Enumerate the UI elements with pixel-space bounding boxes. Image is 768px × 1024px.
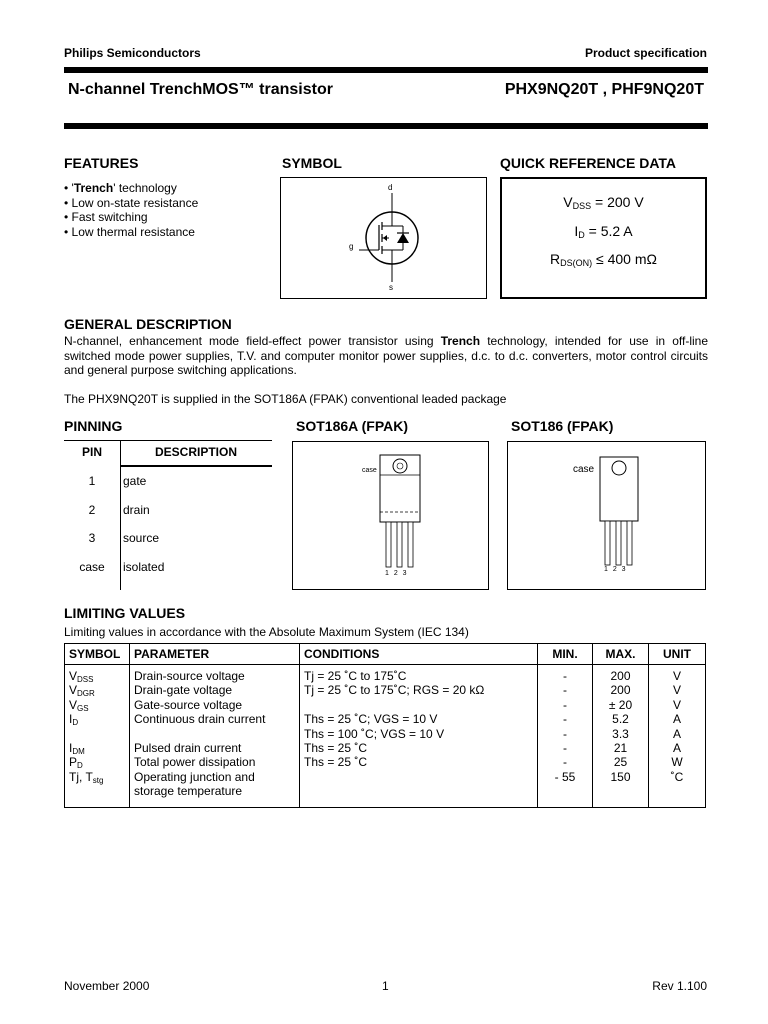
document-title: N-channel TrenchMOS™ transistor — [68, 81, 333, 98]
unit-column: V V V A A A W ˚C — [649, 665, 706, 808]
limiting-values-table — [64, 643, 706, 808]
limiting-values-intro: Limiting values in accordance with the Absolute Maximum System (IEC 134) — [64, 625, 469, 639]
package-statement: The PHX9NQ20T is supplied in the SOT186A (FPAK) conventional leaded package — [64, 392, 507, 406]
footer-date: November 2000 — [64, 979, 150, 993]
pinning-table — [64, 441, 272, 581]
document-type: Product specification — [584, 46, 707, 60]
pin-numbers: 1 2 3 — [385, 570, 407, 577]
symbol-heading: SYMBOL — [282, 155, 342, 171]
revision: Rev 1.100 — [652, 979, 707, 993]
quick-reference-box — [500, 177, 707, 299]
company-name: Philips Semiconductors — [64, 46, 201, 60]
description-column-header: DESCRIPTION — [154, 445, 237, 459]
conditions-column-header: CONDITIONS — [300, 644, 538, 665]
feature-item: • 'Trench' technology — [64, 181, 177, 195]
conditions-column: Tj = 25 ˚C to 175˚C Tj = 25 ˚C to 175˚C; RGS = 20 kΩ Ths = 25 ˚C; VGS = 10 V Ths = 100 ˚C; VGS = 10 V Ths = 25 ˚C Ths = 25 ˚C — [300, 665, 538, 808]
drain-label: d — [388, 183, 393, 192]
header-rule-bottom — [64, 123, 708, 129]
pin-column-header: PIN — [81, 445, 102, 459]
pin-row: case isolated — [79, 559, 165, 574]
feature-item: • Low thermal resistance — [64, 224, 195, 239]
pin-numbers: 1 2 3 — [604, 566, 626, 573]
max-column: 200 200 ± 20 5.2 3.3 21 25 150 — [593, 665, 649, 808]
max-column-header: MAX. — [593, 644, 649, 665]
min-column-header: MIN. — [538, 644, 593, 665]
source-label: s — [389, 283, 393, 292]
page-number: 1 — [382, 979, 389, 993]
limiting-values-body — [65, 665, 706, 808]
features-list — [64, 181, 198, 239]
pin-row: 3 source — [88, 531, 160, 546]
sot186-heading: SOT186 (FPAK) — [511, 418, 614, 434]
header-rule-top — [64, 67, 708, 73]
sot186-package-box — [507, 441, 706, 590]
case-label: case — [362, 467, 377, 474]
gate-label: g — [349, 242, 354, 251]
min-column: - - - - - - - - 55 — [538, 665, 593, 808]
general-description-heading: GENERAL DESCRIPTION — [64, 316, 232, 332]
sot186a-package-icon — [293, 442, 488, 589]
limiting-values-heading: LIMITING VALUES — [64, 605, 186, 621]
pinning-heading: PINNING — [64, 418, 123, 434]
vdss-value: $V_{DSS} = 200$ V — [563, 194, 644, 211]
symbol-box — [280, 177, 487, 299]
unit-column-header: UNIT — [649, 644, 706, 665]
parameter-column: Drain-source voltage Drain-gate voltage Gate-source voltage Continuous drain current Pulsed drain current Total power dissipation Operating junction and storage temperature — [130, 665, 300, 808]
pin-row: 1 gate — [88, 474, 147, 489]
quick-reference-heading: QUICK REFERENCE DATA — [500, 155, 677, 171]
general-description-text: N-channel, enhancement mode field-effect power transistor using Trench technology, intended for use in off-line switched mode power supplies, T.V. and computer monitor power supplies, d.c. to d.c. converters, motor control circuits and general purpose switching applications. — [64, 334, 708, 377]
parameter-column-header: PARAMETER — [130, 644, 300, 665]
features-heading: FEATURES — [64, 155, 139, 171]
symbol-column: $V_{DSS}$ $V_{DGR}$ $V_{GS}$ $I_D$ $I_{DM}$ $P_D$ Tj, $T_{stg}$ — [65, 665, 130, 808]
mosfet-symbol-icon — [281, 178, 486, 298]
symbol-column-header: SYMBOL — [65, 644, 130, 665]
part-numbers: PHX9NQ20T , PHF9NQ20T — [504, 81, 704, 98]
feature-item: • Fast switching — [64, 210, 148, 224]
case-label: case — [573, 464, 595, 475]
pin-row: 2 drain — [88, 502, 150, 517]
feature-item: • Low on-state resistance — [64, 195, 199, 210]
sot186a-heading: SOT186A (FPAK) — [296, 418, 409, 434]
sot186a-package-box — [292, 441, 489, 590]
rds-on-value: $R_{DS(ON)} \le 400$ mΩ — [550, 251, 657, 268]
id-value: $I_D = 5.2$ A — [574, 223, 633, 240]
